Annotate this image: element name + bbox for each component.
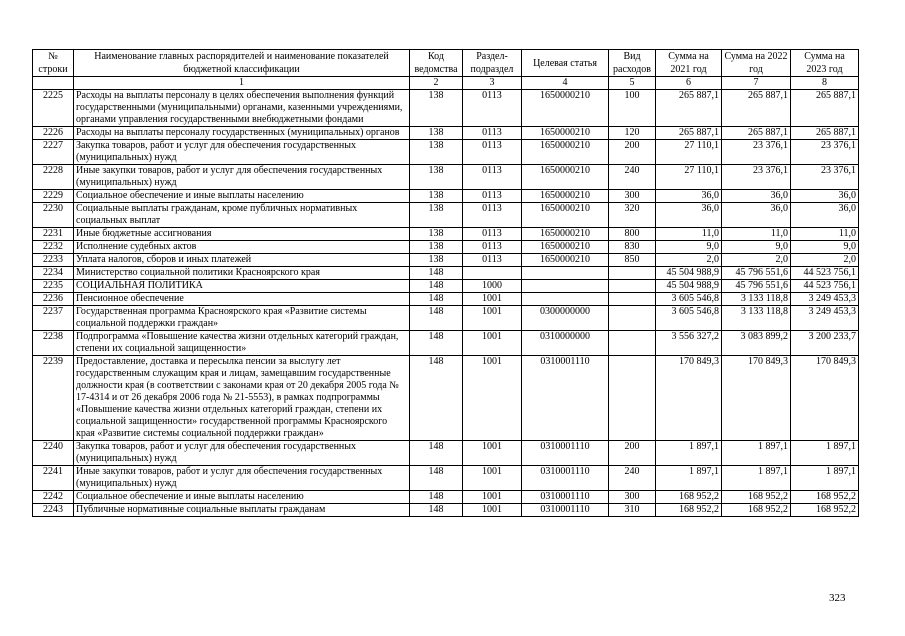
expense-kind-cell <box>609 331 656 356</box>
sum-2023-cell: 168 952,2 <box>791 491 859 504</box>
sum-2022-cell: 36,0 <box>722 203 791 228</box>
sum-2021-cell: 1 897,1 <box>656 466 722 491</box>
table-row <box>33 90 859 127</box>
section-cell: 1001 <box>463 466 522 491</box>
row-number-cell: 2231 <box>33 228 74 241</box>
row-name-cell: Иные закупки товаров, работ и услуг для обеспечения государственных (муниципальных) нужд <box>74 466 410 491</box>
section-cell: 0113 <box>463 190 522 203</box>
section-cell: 1001 <box>463 331 522 356</box>
dept-code-cell: 148 <box>410 293 463 306</box>
target-article-cell: 1650000210 <box>522 254 609 267</box>
sum-2021-cell: 3 605 546,8 <box>656 306 722 331</box>
table-body <box>33 90 859 517</box>
header-sum-2021: Сумма на 2021 год <box>656 50 722 77</box>
row-name-cell: Закупка товаров, работ и услуг для обеспечения государственных (муниципальных) нужд <box>74 140 410 165</box>
sum-2023-cell: 23 376,1 <box>791 165 859 190</box>
sum-2022-cell: 23 376,1 <box>722 165 791 190</box>
expense-kind-cell: 200 <box>609 441 656 466</box>
sum-2023-cell: 44 523 756,1 <box>791 267 859 280</box>
table-row <box>33 466 859 491</box>
sum-2021-cell: 168 952,2 <box>656 504 722 517</box>
dept-code-cell: 138 <box>410 228 463 241</box>
table-row <box>33 504 859 517</box>
table-row <box>33 228 859 241</box>
row-number-cell: 2235 <box>33 280 74 293</box>
header-expense-kind: Вид расходов <box>609 50 656 77</box>
table-row <box>33 293 859 306</box>
row-number-cell: 2229 <box>33 190 74 203</box>
column-number: 8 <box>791 77 859 90</box>
sum-2021-cell: 36,0 <box>656 190 722 203</box>
row-number-cell: 2239 <box>33 356 74 441</box>
section-cell: 1001 <box>463 491 522 504</box>
target-article-cell: 0310001110 <box>522 356 609 441</box>
column-number: 6 <box>656 77 722 90</box>
sum-2021-cell: 27 110,1 <box>656 165 722 190</box>
dept-code-cell: 148 <box>410 466 463 491</box>
expense-kind-cell: 300 <box>609 491 656 504</box>
column-number: 2 <box>410 77 463 90</box>
row-number-cell: 2225 <box>33 90 74 127</box>
sum-2023-cell: 168 952,2 <box>791 504 859 517</box>
table-row <box>33 280 859 293</box>
row-name-cell: Социальное обеспечение и иные выплаты населению <box>74 190 410 203</box>
expense-kind-cell: 300 <box>609 190 656 203</box>
section-cell: 0113 <box>463 90 522 127</box>
column-number: 5 <box>609 77 656 90</box>
table-header-row <box>33 50 859 77</box>
header-dept-code: Код ведомства <box>410 50 463 77</box>
sum-2022-cell: 45 796 551,6 <box>722 267 791 280</box>
row-name-cell: Подпрограмма «Повышение качества жизни отдельных категорий граждан, степени их социальной защищенности» <box>74 331 410 356</box>
section-cell: 0113 <box>463 241 522 254</box>
expense-kind-cell: 800 <box>609 228 656 241</box>
row-name-cell: Пенсионное обеспечение <box>74 293 410 306</box>
row-name-cell: Уплата налогов, сборов и иных платежей <box>74 254 410 267</box>
table-row <box>33 165 859 190</box>
section-cell: 0113 <box>463 254 522 267</box>
sum-2022-cell: 3 133 118,8 <box>722 306 791 331</box>
target-article-cell: 1650000210 <box>522 127 609 140</box>
sum-2023-cell: 2,0 <box>791 254 859 267</box>
row-number-cell: 2233 <box>33 254 74 267</box>
row-name-cell: Социальное обеспечение и иные выплаты населению <box>74 491 410 504</box>
header-target-article: Целевая статья <box>522 50 609 77</box>
expense-kind-cell: 240 <box>609 466 656 491</box>
dept-code-cell: 138 <box>410 203 463 228</box>
section-cell: 1000 <box>463 280 522 293</box>
target-article-cell: 0310001110 <box>522 466 609 491</box>
sum-2023-cell: 1 897,1 <box>791 441 859 466</box>
sum-2023-cell: 3 200 233,7 <box>791 331 859 356</box>
row-name-cell: Иные закупки товаров, работ и услуг для обеспечения государственных (муниципальных) нужд <box>74 165 410 190</box>
target-article-cell: 0300000000 <box>522 306 609 331</box>
row-number-cell: 2243 <box>33 504 74 517</box>
table-row <box>33 254 859 267</box>
sum-2021-cell: 168 952,2 <box>656 491 722 504</box>
sum-2023-cell: 23 376,1 <box>791 140 859 165</box>
sum-2021-cell: 170 849,3 <box>656 356 722 441</box>
sum-2023-cell: 265 887,1 <box>791 90 859 127</box>
sum-2023-cell: 36,0 <box>791 203 859 228</box>
expense-kind-cell: 240 <box>609 165 656 190</box>
dept-code-cell: 148 <box>410 331 463 356</box>
sum-2023-cell: 36,0 <box>791 190 859 203</box>
section-cell: 0113 <box>463 127 522 140</box>
expense-kind-cell <box>609 267 656 280</box>
dept-code-cell: 148 <box>410 356 463 441</box>
sum-2022-cell: 36,0 <box>722 190 791 203</box>
sum-2021-cell: 11,0 <box>656 228 722 241</box>
row-name-cell: Расходы на выплаты персоналу государственных (муниципальных) органов <box>74 127 410 140</box>
table-row <box>33 331 859 356</box>
sum-2021-cell: 36,0 <box>656 203 722 228</box>
dept-code-cell: 138 <box>410 241 463 254</box>
sum-2022-cell: 45 796 551,6 <box>722 280 791 293</box>
sum-2022-cell: 3 133 118,8 <box>722 293 791 306</box>
column-number: 4 <box>522 77 609 90</box>
section-cell: 1001 <box>463 504 522 517</box>
target-article-cell: 0310001110 <box>522 491 609 504</box>
target-article-cell <box>522 267 609 280</box>
sum-2022-cell: 168 952,2 <box>722 491 791 504</box>
table-row <box>33 241 859 254</box>
header-row-number: № строки <box>33 50 74 77</box>
sum-2021-cell: 265 887,1 <box>656 127 722 140</box>
table-row <box>33 491 859 504</box>
dept-code-cell: 148 <box>410 306 463 331</box>
dept-code-cell: 148 <box>410 491 463 504</box>
section-cell: 0113 <box>463 228 522 241</box>
expense-kind-cell: 320 <box>609 203 656 228</box>
section-cell: 0113 <box>463 140 522 165</box>
row-number-cell: 2237 <box>33 306 74 331</box>
row-name-cell: СОЦИАЛЬНАЯ ПОЛИТИКА <box>74 280 410 293</box>
expense-kind-cell: 100 <box>609 90 656 127</box>
section-cell: 0113 <box>463 203 522 228</box>
table-row <box>33 190 859 203</box>
column-number: 1 <box>74 77 410 90</box>
expense-kind-cell: 850 <box>609 254 656 267</box>
column-number: 7 <box>722 77 791 90</box>
row-number-cell: 2234 <box>33 267 74 280</box>
section-cell: 1001 <box>463 293 522 306</box>
expense-kind-cell <box>609 306 656 331</box>
sum-2023-cell: 3 249 453,3 <box>791 293 859 306</box>
target-article-cell: 1650000210 <box>522 165 609 190</box>
row-name-cell: Иные бюджетные ассигнования <box>74 228 410 241</box>
row-name-cell: Расходы на выплаты персоналу в целях обеспечения выполнения функций государственными (муниципальными) органами, казенными учреждениями, органами управления государственными внебюджетными фондами <box>74 90 410 127</box>
target-article-cell: 1650000210 <box>522 241 609 254</box>
sum-2021-cell: 3 605 546,8 <box>656 293 722 306</box>
target-article-cell: 1650000210 <box>522 203 609 228</box>
dept-code-cell: 148 <box>410 267 463 280</box>
row-number-cell: 2232 <box>33 241 74 254</box>
row-number-cell: 2242 <box>33 491 74 504</box>
sum-2021-cell: 3 556 327,2 <box>656 331 722 356</box>
page-number: 323 <box>829 592 846 604</box>
row-name-cell: Публичные нормативные социальные выплаты гражданам <box>74 504 410 517</box>
sum-2022-cell: 11,0 <box>722 228 791 241</box>
target-article-cell: 0310001110 <box>522 441 609 466</box>
section-cell: 1001 <box>463 441 522 466</box>
header-sum-2022: Сумма на 2022 год <box>722 50 791 77</box>
sum-2021-cell: 2,0 <box>656 254 722 267</box>
sum-2022-cell: 23 376,1 <box>722 140 791 165</box>
row-number-cell: 2230 <box>33 203 74 228</box>
sum-2021-cell: 9,0 <box>656 241 722 254</box>
section-cell: 0113 <box>463 165 522 190</box>
section-cell <box>463 267 522 280</box>
row-number-cell: 2238 <box>33 331 74 356</box>
sum-2023-cell: 3 249 453,3 <box>791 306 859 331</box>
target-article-cell <box>522 280 609 293</box>
expense-kind-cell: 200 <box>609 140 656 165</box>
sum-2022-cell: 1 897,1 <box>722 441 791 466</box>
row-name-cell: Исполнение судебных актов <box>74 241 410 254</box>
row-number-cell: 2228 <box>33 165 74 190</box>
row-number-cell: 2226 <box>33 127 74 140</box>
table-row <box>33 441 859 466</box>
expense-kind-cell <box>609 293 656 306</box>
sum-2021-cell: 265 887,1 <box>656 90 722 127</box>
target-article-cell: 1650000210 <box>522 140 609 165</box>
sum-2023-cell: 9,0 <box>791 241 859 254</box>
row-name-cell: Министерство социальной политики Красноярского края <box>74 267 410 280</box>
sum-2022-cell: 170 849,3 <box>722 356 791 441</box>
sum-2023-cell: 11,0 <box>791 228 859 241</box>
header-name: Наименование главных распорядителей и наименование показателей бюджетной классификации <box>74 50 410 77</box>
table-row <box>33 267 859 280</box>
sum-2022-cell: 265 887,1 <box>722 90 791 127</box>
sum-2022-cell: 2,0 <box>722 254 791 267</box>
target-article-cell: 1650000210 <box>522 90 609 127</box>
dept-code-cell: 148 <box>410 504 463 517</box>
dept-code-cell: 138 <box>410 90 463 127</box>
dept-code-cell: 138 <box>410 140 463 165</box>
row-name-cell: Социальные выплаты гражданам, кроме публичных нормативных социальных выплат <box>74 203 410 228</box>
table-row <box>33 203 859 228</box>
column-number: 3 <box>463 77 522 90</box>
sum-2023-cell: 1 897,1 <box>791 466 859 491</box>
target-article-cell: 0310000000 <box>522 331 609 356</box>
sum-2023-cell: 44 523 756,1 <box>791 280 859 293</box>
row-name-cell: Закупка товаров, работ и услуг для обеспечения государственных (муниципальных) нужд <box>74 441 410 466</box>
section-cell: 1001 <box>463 306 522 331</box>
column-number <box>33 77 74 90</box>
table-row <box>33 356 859 441</box>
dept-code-cell: 148 <box>410 441 463 466</box>
column-number-row <box>33 77 859 90</box>
dept-code-cell: 138 <box>410 254 463 267</box>
sum-2022-cell: 9,0 <box>722 241 791 254</box>
budget-table <box>32 49 859 517</box>
expense-kind-cell: 310 <box>609 504 656 517</box>
sum-2021-cell: 27 110,1 <box>656 140 722 165</box>
sum-2021-cell: 1 897,1 <box>656 441 722 466</box>
sum-2021-cell: 45 504 988,9 <box>656 267 722 280</box>
target-article-cell: 0310001110 <box>522 504 609 517</box>
section-cell: 1001 <box>463 356 522 441</box>
sum-2022-cell: 168 952,2 <box>722 504 791 517</box>
target-article-cell: 1650000210 <box>522 228 609 241</box>
header-section: Раздел-подраздел <box>463 50 522 77</box>
sum-2023-cell: 265 887,1 <box>791 127 859 140</box>
table-row <box>33 306 859 331</box>
sum-2022-cell: 3 083 899,2 <box>722 331 791 356</box>
sum-2022-cell: 1 897,1 <box>722 466 791 491</box>
row-name-cell: Государственная программа Красноярского края «Развитие системы социальной поддержки граждан» <box>74 306 410 331</box>
row-number-cell: 2241 <box>33 466 74 491</box>
dept-code-cell: 148 <box>410 280 463 293</box>
table-row <box>33 140 859 165</box>
header-sum-2023: Сумма на 2023 год <box>791 50 859 77</box>
dept-code-cell: 138 <box>410 127 463 140</box>
dept-code-cell: 138 <box>410 190 463 203</box>
row-number-cell: 2227 <box>33 140 74 165</box>
target-article-cell: 1650000210 <box>522 190 609 203</box>
row-number-cell: 2236 <box>33 293 74 306</box>
table-row <box>33 127 859 140</box>
expense-kind-cell: 120 <box>609 127 656 140</box>
sum-2023-cell: 170 849,3 <box>791 356 859 441</box>
row-number-cell: 2240 <box>33 441 74 466</box>
expense-kind-cell <box>609 280 656 293</box>
expense-kind-cell: 830 <box>609 241 656 254</box>
dept-code-cell: 138 <box>410 165 463 190</box>
sum-2022-cell: 265 887,1 <box>722 127 791 140</box>
expense-kind-cell <box>609 356 656 441</box>
target-article-cell <box>522 293 609 306</box>
sum-2021-cell: 45 504 988,9 <box>656 280 722 293</box>
row-name-cell: Предоставление, доставка и пересылка пенсии за выслугу лет государственным служащим края и лицам, замещавшим государственные должности края (в соответствии с законами края от 20 декабря 2005 года № 17-4314 и от 26 декабря 2006 года № 21-5553), в рамках подпрограммы «Повышение качества жизни отдельных категорий граждан, степени их социальной защищенности» государственной программы Красноярского края «Развитие системы социальной поддержки граждан» <box>74 356 410 441</box>
